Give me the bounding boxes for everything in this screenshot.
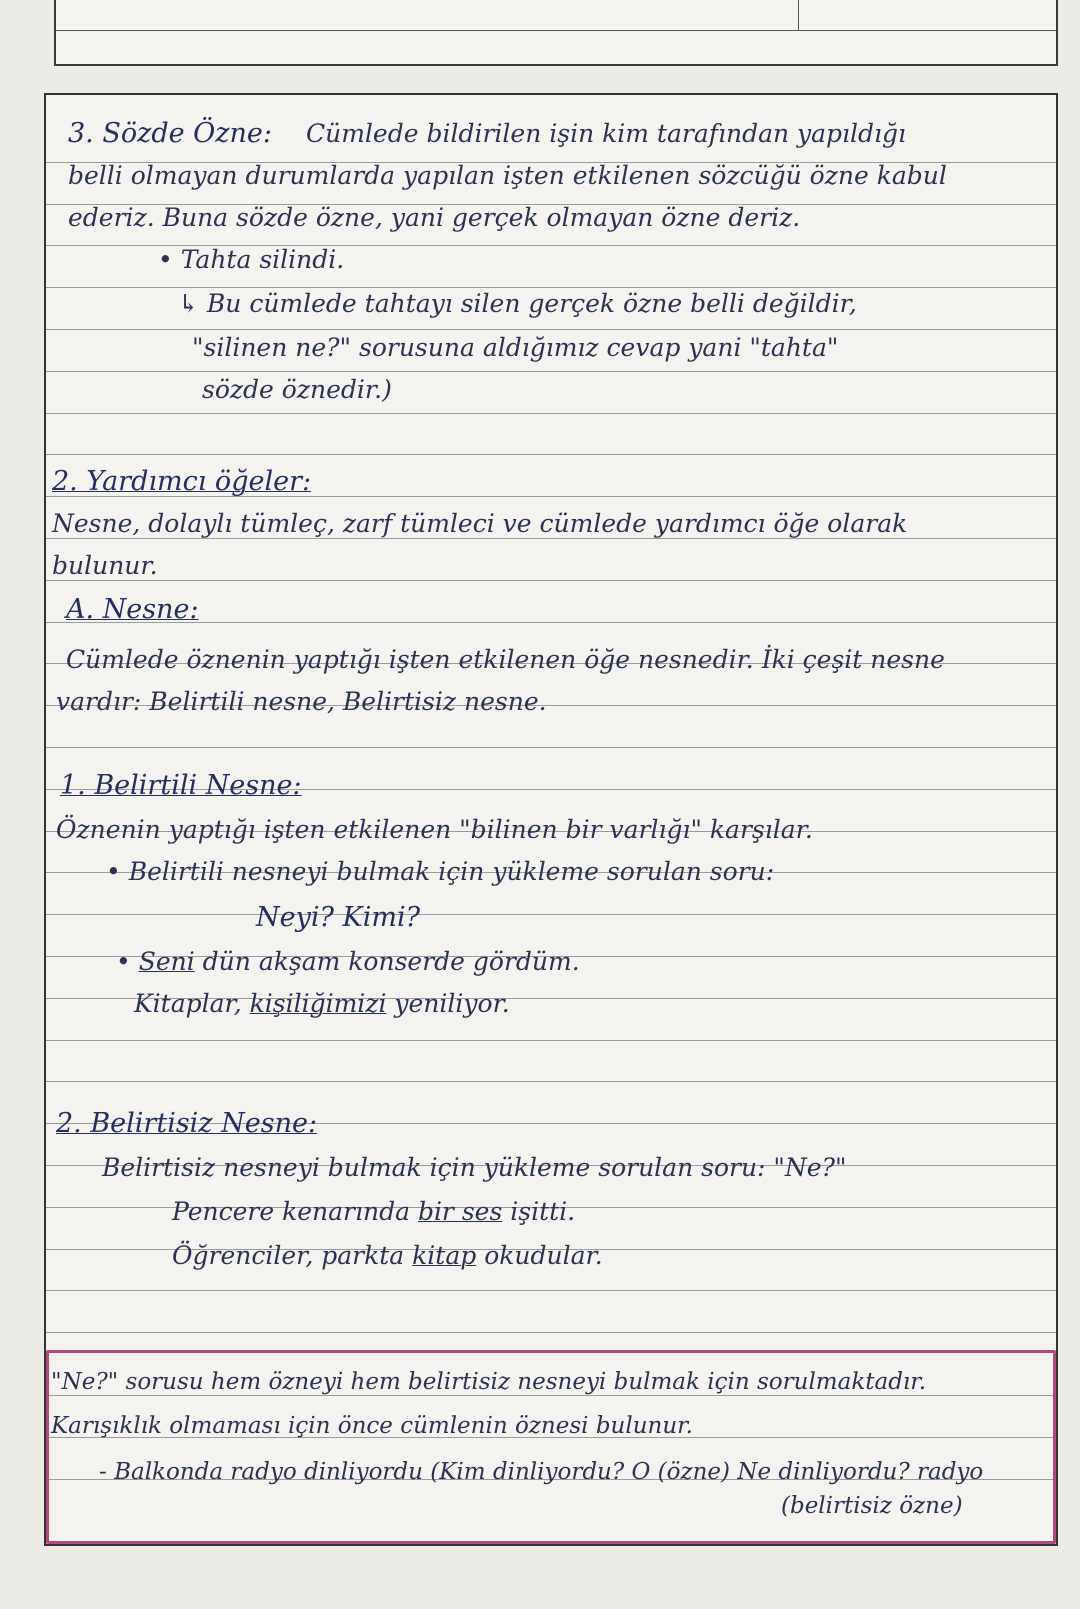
example-sentence: • Seni dün akşam konserde gördüm. [116, 947, 580, 976]
object-word: kişiliğimizi [249, 989, 387, 1018]
heading-yardimci-ogeler: 2. Yardımcı öğeler: [52, 466, 312, 497]
example-sentence: Pencere kenarında bir ses işitti. [172, 1197, 576, 1226]
example-sentence: Öğrenciler, parkta kitap okudular. [172, 1241, 603, 1270]
object-word: Seni [138, 947, 195, 976]
heading-belirtili-nesne: 1. Belirtili Nesne: [60, 770, 302, 801]
example-sentence: Kitaplar, kişiliğimizi yeniliyor. [134, 989, 510, 1018]
text-line: belli olmayan durumlarda yapılan işten etkilenen sözcüğü özne kabul [68, 161, 947, 190]
heading-sozde-ozne: 3. Sözde Özne: [68, 118, 272, 149]
text-line: Cümlede öznenin yaptığı işten etkilenen öğe nesnedir. İki çeşit nesne [66, 645, 945, 674]
text-line: Belirtisiz nesneyi bulmak için yükleme sorulan soru: "Ne?" [102, 1153, 847, 1182]
note-line: - Balkonda radyo dinliyordu (Kim dinliyordu? O (özne) Ne dinliyordu? radyo [99, 1459, 984, 1485]
text-line: bulunur. [52, 551, 158, 580]
text-line: Öznenin yaptığı işten etkilenen "bilinen bir varlığı" karşılar. [56, 815, 813, 844]
example-sentence: • Tahta silindi. [158, 245, 345, 274]
bullet-line: • Belirtili nesneyi bulmak için yükleme sorulan soru: [106, 857, 775, 886]
text-line: ederiz. Buna sözde özne, yani gerçek olmayan özne deriz. [68, 203, 801, 232]
note-line: Karışıklık olmaması için önce cümlenin öznesi bulunur. [51, 1413, 693, 1439]
explanation-line: "silinen ne?" sorusuna aldığımız cevap yani "tahta" [192, 333, 839, 362]
text-line: Cümlede bildirilen işin kim tarafından yapıldığı [306, 119, 907, 148]
explanation-line: sözde öznedir.) [202, 375, 392, 404]
text-line: vardır: Belirtili nesne, Belirtisiz nesne. [56, 687, 547, 716]
table-column-divider [798, 0, 799, 30]
explanation-line: ↳ Bu cümlede tahtayı silen gerçek özne belli değildir, [178, 289, 857, 318]
question-words: Neyi? Kimi? [256, 902, 421, 933]
note-line: (belirtisiz özne) [781, 1493, 963, 1519]
table-row-divider [56, 30, 1056, 31]
heading-belirtisiz-nesne: 2. Belirtisiz Nesne: [56, 1108, 318, 1139]
object-word: kitap [412, 1241, 477, 1270]
note-line: "Ne?" sorusu hem özneyi hem belirtisiz nesneyi bulmak için sorulmaktadır. [51, 1369, 927, 1395]
text-line: Nesne, dolaylı tümleç, zarf tümleci ve cümlede yardımcı öğe olarak [52, 509, 908, 538]
notebook-page [44, 93, 1058, 1546]
highlight-note-box [46, 1350, 1056, 1544]
object-word: bir ses [417, 1197, 503, 1226]
previous-page-table [54, 0, 1058, 66]
heading-nesne: A. Nesne: [66, 594, 199, 625]
